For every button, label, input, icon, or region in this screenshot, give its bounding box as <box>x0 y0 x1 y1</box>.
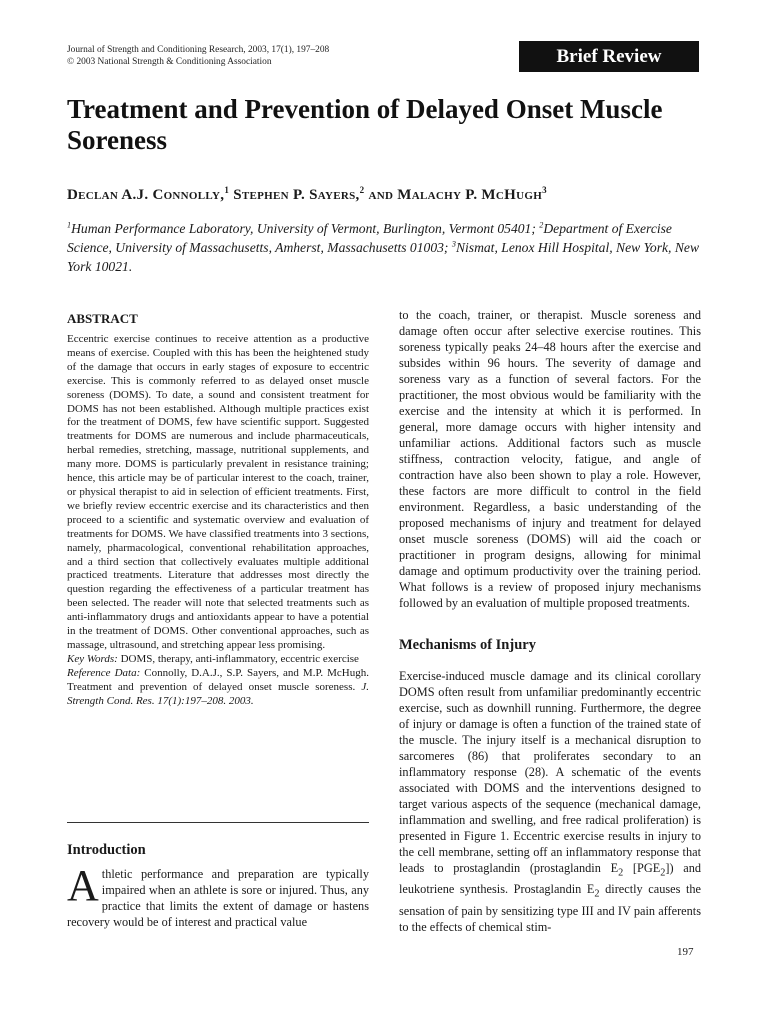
introduction-heading: Introduction <box>67 842 146 858</box>
keywords: Key Words: DOMS, therapy, anti-inflammatory, eccentric exercise <box>67 652 359 665</box>
abstract-heading: ABSTRACT <box>67 311 138 326</box>
author-3: and Malachy P. McHugh$^3$ <box>368 185 547 203</box>
drop-cap: A <box>67 861 99 910</box>
article-title: Treatment and Prevention of Delayed Onset Muscle Soreness <box>67 94 663 155</box>
section-divider <box>67 822 369 823</box>
author-1: Declan A.J. Connolly,$^1$ <box>67 185 230 203</box>
journal-line-1: Journal of Strength and Conditioning Research, 2003, 17(1), 197–208 <box>67 45 330 55</box>
right-column <box>399 307 701 935</box>
journal-citation <box>67 44 329 68</box>
journal-line-2: © 2003 National Strength & Conditioning Association <box>67 57 272 67</box>
introduction-text: Athletic performance and preparation are typically impaired when an athlete is sore or injured. Thus, any practice that limits the extent of damage or hastens recovery would be of interest and practical value <box>67 861 369 929</box>
abstract-text: Eccentric exercise continues to receive attention as a productive means of exercise. Coupled with this has been the heightened study of the damage that occurs in early stages of exposure to eccentric exercise. This is commonly referred to as delayed onset muscle soreness (DOMS). To date, a sound and consistent treatment for DOMS has not been established. Although multiple practices exist for the treatment of DOMS, few have scientific support. Suggested treatments for DOMS are numerous and include pharmaceuticals, herbal remedies, stretching, massage, nutritional supplements, and many more. DOMS is particularly prevalent in resistance training; hence, this article may be of particular interest to the coach, trainer, or physical therapist to aid in selection of efficient treatments. First, we briefly review eccentric exercise and its characteristics and then proceed to a scientific and systematic overview and evaluation of treatments for DOMS. We have classified treatments into 3 sections, namely, pharmacological, conventional rehabilitation approaches, and a third section that collectively evaluates multiple additional practiced treatments. Literature that addresses most directly the question regarding the effectiveness of a particular treatment has been selected. The reader will note that selected treatments such as anti-inflammatory drugs and antioxidants appear to have a potential in the treatment of DOMS. Other conventional approaches, such as massage, ultrasound, and stretching appear less promising. <box>67 333 369 651</box>
affiliations: $^1$Human Performance Laboratory, University of Vermont, Burlington, Vermont 05401; $^2$Department of Exercise Science, University of Massachusetts, Amherst, Massachusetts 01003; $^3$Nismat, Lenox Hill Hospital, New York, New York 10021. <box>67 220 700 274</box>
author-list <box>67 187 707 204</box>
article-type-badge: Brief Review <box>519 41 699 72</box>
reference-data: Reference Data: Connolly, D.A.J., S.P. Sayers, and M.P. McHugh. Treatment and prevention of delayed onset muscle soreness. J. Strength Cond. Res. 17(1):197–208. 2003. <box>67 666 369 707</box>
page-number: 197 <box>677 946 694 958</box>
abstract-section <box>67 311 369 708</box>
body-paragraph-1: to the coach, trainer, or therapist. Muscle soreness and damage often occur after selective exercise routines. This soreness typically peaks 24–48 hours after the exercise and subsides within 96 hours. The severity of damage and soreness vary as a function of several factors. For the practitioner, the most obvious would be familiarity with the exercise and the intensity at which it is performed. In general, more damage occurs with higher intensity and unfamiliar actions. Additional factors such as muscle stiffness, contraction velocity, fatigue, and angle of contraction have also been shown to play a role. However, these factors are more difficult to control in the field environment. Regardless, a basic understanding of the proposed mechanisms of injury and treatment for delayed onset muscle soreness (DOMS) will aid the coach or practitioner in program designs, allowing for minimal damage and optimum productivity over the training period. What follows is a review of proposed injury mechanisms followed by an evaluation of multiple proposed treatments. <box>399 308 701 610</box>
mechanisms-text: Exercise-induced muscle damage and its clinical corollary DOMS often result from unfamiliar predominantly eccentric exercise, such as downhill running. Furthermore, the degree of injury or damage is often a function of the trained state of the muscle. The injury itself is a mechanical disruption to sarcomeres (86) that proliferates secondary to an inflammatory response (28). A schematic of the events associated with DOMS and the interventions designed to target various aspects of the sequence (mechanical damage, inflammation and swelling, and free radical proliferation) is presented in Figure 1. Eccentric exercise results in injury to the cell membrane, setting off an inflammatory response that leads to prostaglandin (prostaglandin $E_2$ $[PGE_2]$) and leukotriene synthesis. Prostaglandin $E_2$ directly causes the sensation of pain by sensitizing type III and IV pain afferents to the effects of chemical stim- <box>399 669 701 934</box>
author-2: Stephen P. Sayers,$^2$ <box>233 185 365 203</box>
mechanisms-heading: Mechanisms of Injury <box>399 637 536 653</box>
